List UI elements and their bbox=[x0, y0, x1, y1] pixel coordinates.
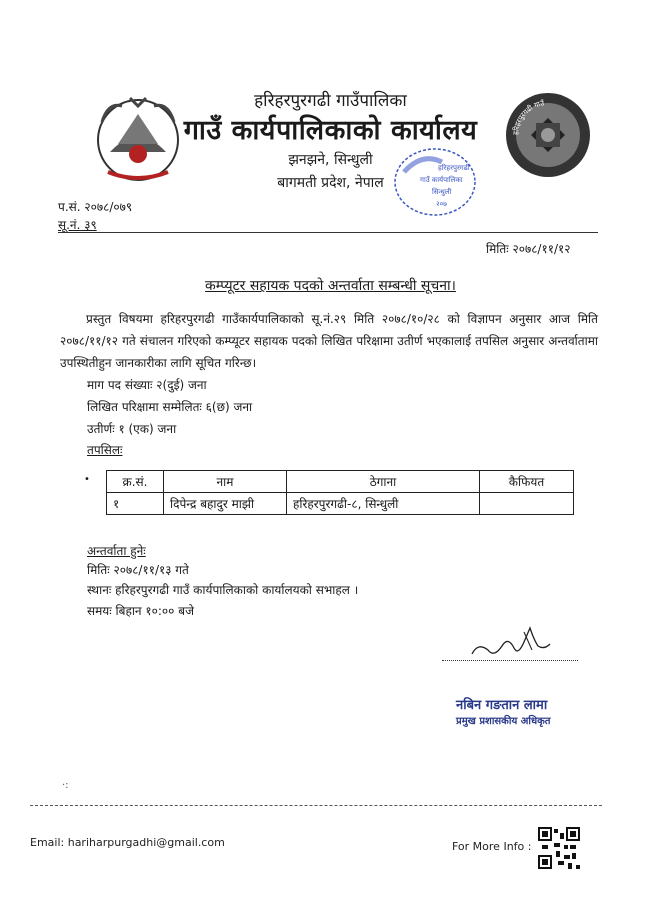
svg-text:हरिहरपुरगढी गाउँ: हरिहरपुरगढी गाउँ bbox=[511, 99, 545, 136]
candidate-table bbox=[106, 470, 574, 515]
table-row bbox=[107, 493, 574, 515]
address-line-2: बागमती प्रदेश, नेपाल bbox=[277, 175, 384, 191]
signatory-name: नबिन गङतान लामा bbox=[456, 698, 548, 713]
exam-participants: लिखित परिक्षामा सम्मेलितः ६(छ) जना bbox=[87, 400, 253, 414]
address-line-1: झनझने, सिन्धुली bbox=[288, 152, 373, 168]
signature-graphic bbox=[464, 620, 554, 664]
details-label: तपसिलः bbox=[87, 443, 123, 457]
signature-line bbox=[442, 660, 578, 661]
interview-date: मितिः २०७८/११/१३ गते bbox=[87, 563, 189, 577]
qr-code-icon bbox=[538, 827, 580, 869]
cell-address: हरिहरपुरगढी-८, सिन्धुली bbox=[287, 493, 480, 515]
bullet-dot: • bbox=[84, 474, 90, 485]
issue-date: मितिः २०७८/११/१२ bbox=[486, 242, 571, 256]
cell-remarks bbox=[480, 493, 574, 515]
cell-sn: १ bbox=[107, 493, 164, 515]
office-title: गाउँ कार्यपालिकाको कार्यालय bbox=[183, 115, 478, 146]
footer-more-info: For More Info : bbox=[452, 840, 532, 853]
municipality-name: हरिहरपुरगढी गाउँपालिका bbox=[254, 91, 407, 111]
municipality-seal-logo bbox=[503, 90, 593, 180]
notice-paragraph: प्रस्तुत विषयमा हरिहरपुरगढी गाउँकार्यपालिकाको सू.नं.२९ मिति २०७८/१०/२८ को विज्ञापन अनुसार आज मिति २०७८/११/१२ गते संचालन गरिएको कम्प्यूटर सहायक पदको लिखित परिक्षामा उतीर्ण भएकालाई तपसिल अनुसार अन्तर्वातामा उपस्थितीहुन जानकारीका लागि सूचित गरिन्छ। bbox=[60, 312, 598, 370]
interview-place: स्थानः हरिहरपुरगढी गाउँ कार्यपालिकाको कार्यालयको सभाहल । bbox=[87, 583, 359, 597]
svg-text:हरिहरपुरगढी: हरिहरपुरगढी bbox=[438, 164, 470, 172]
interview-time: समयः बिहान १०:०० बजे bbox=[87, 604, 194, 618]
column-header-address: ठेगाना bbox=[287, 471, 480, 493]
office-stamp-logo bbox=[392, 146, 478, 218]
svg-text:२०७: २०७ bbox=[436, 200, 447, 208]
passed-count: उतीर्णः १ (एक) जना bbox=[87, 422, 177, 436]
posts-required: माग पद संख्याः २(दुई) जना bbox=[87, 378, 207, 392]
signatory-title: प्रमुख प्रशासकीय अधिकृत bbox=[456, 716, 551, 727]
dispatch-number: सू.नं. ३९ bbox=[58, 218, 97, 232]
column-header-name: नाम bbox=[164, 471, 287, 493]
footer-divider bbox=[30, 805, 602, 806]
cell-name: दिपेन्द्र बहादुर माझी bbox=[164, 493, 287, 515]
column-header-sn: क्र.सं. bbox=[107, 471, 164, 493]
column-header-remarks: कैफियत bbox=[480, 471, 574, 493]
letter-number: प.सं. २०७८/०७९ bbox=[58, 200, 133, 214]
header-divider bbox=[58, 232, 598, 233]
ink-speck: ·: bbox=[62, 780, 69, 791]
footer-email: Email: hariharpurgadhi@gmail.com bbox=[30, 836, 225, 849]
svg-text:सिन्धुली: सिन्धुली bbox=[432, 188, 452, 196]
notice-title: कम्प्यूटर सहायक पदको अन्तर्वाता सम्बन्धी सूचना। bbox=[205, 278, 456, 294]
svg-text:गाउँ कार्यपालिका: गाउँ कार्यपालिका bbox=[420, 176, 463, 184]
table-header-row bbox=[107, 471, 574, 493]
interview-heading: अन्तर्वाता हुनेः bbox=[87, 544, 146, 558]
